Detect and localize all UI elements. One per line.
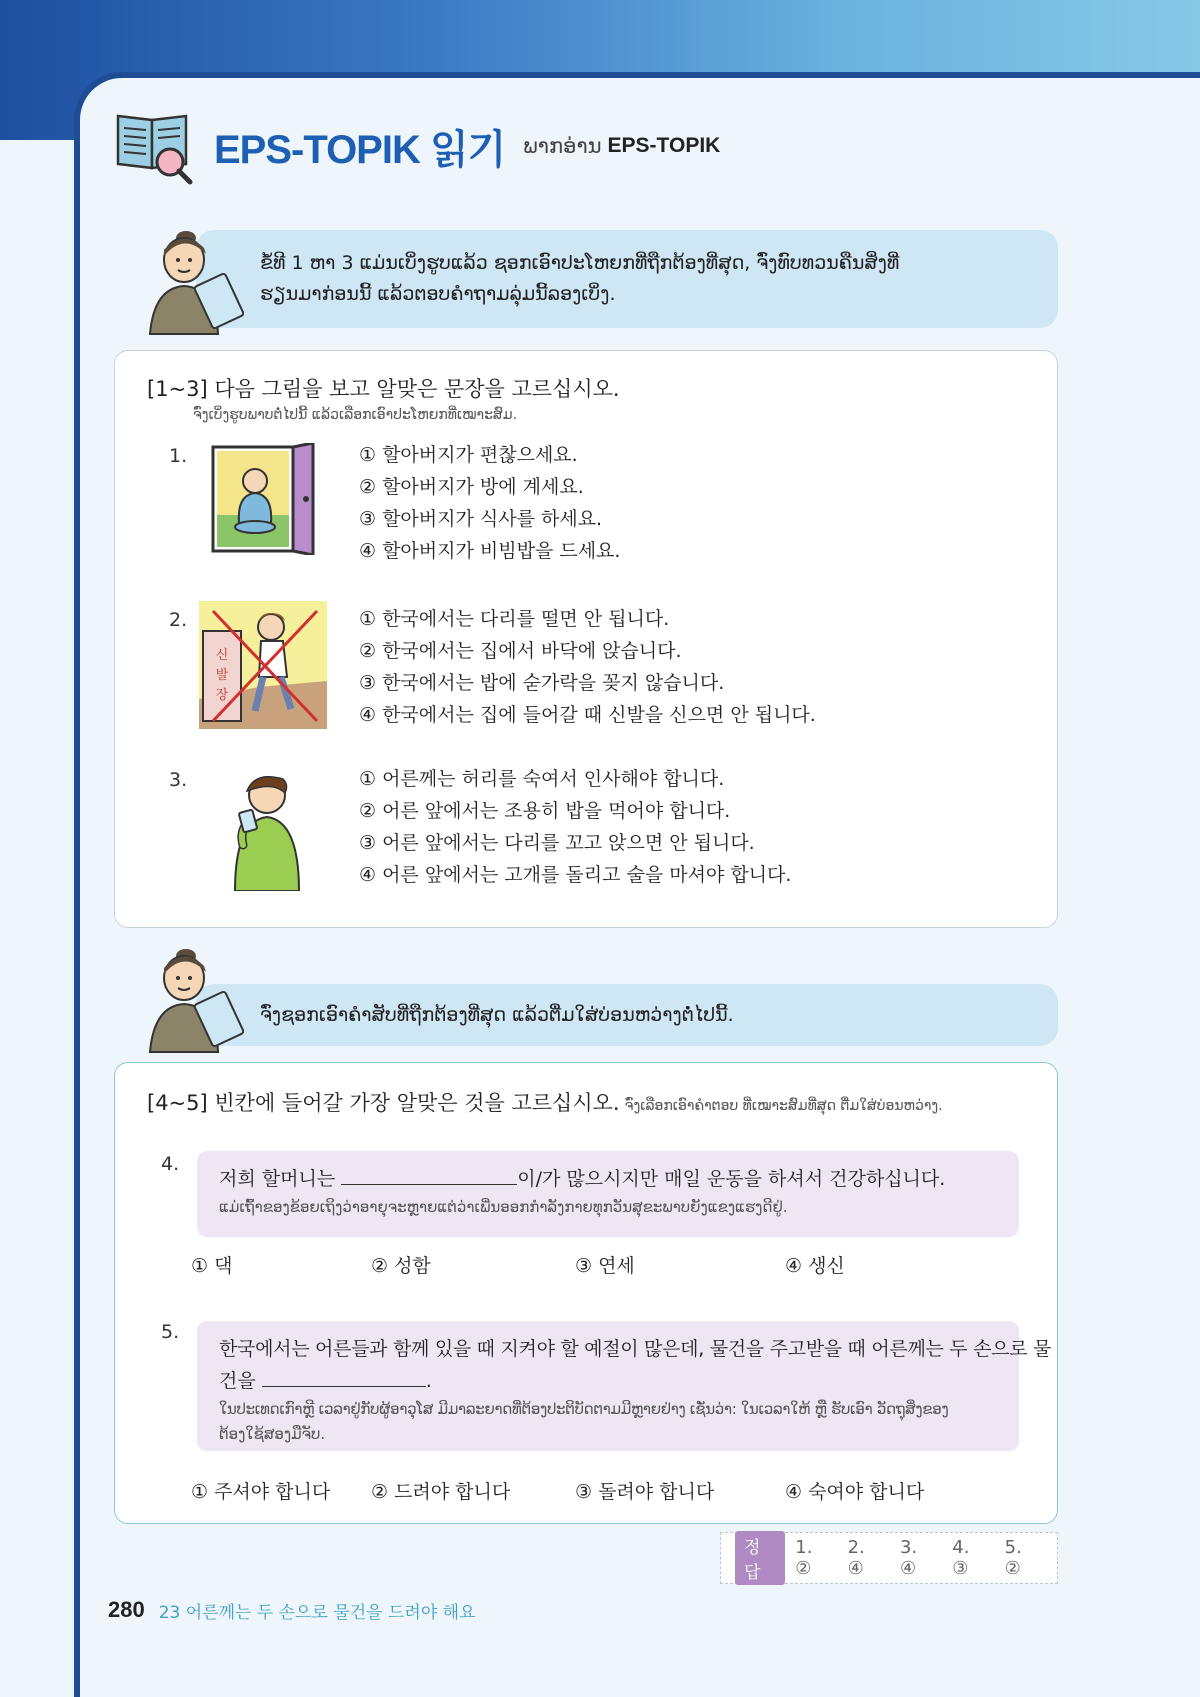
- question-5-option-1[interactable]: ① 주셔야 합니다: [191, 1481, 331, 1503]
- question-2-number: 2.: [169, 609, 188, 631]
- question-5-options: [191, 1477, 991, 1507]
- section-2-card: [114, 1062, 1058, 1524]
- teacher-character-icon: [144, 226, 244, 336]
- question-5-sentence-line-2: 건을 .: [219, 1365, 997, 1397]
- question-4-options: [191, 1251, 991, 1281]
- question-1-choice-1[interactable]: ① 할아버지가 편찮으세요.: [359, 444, 578, 466]
- question-4-sentence: 저희 할머니는 이/가 많으시지만 매일 운동을 하셔서 건강하십니다.: [219, 1163, 997, 1195]
- question-4-option-2[interactable]: ② 성함: [371, 1255, 431, 1277]
- title-korean: EPS-TOPIK 읽기: [214, 127, 506, 172]
- svg-text:장: 장: [215, 688, 229, 703]
- question-5-box: [197, 1321, 1052, 1451]
- svg-text:발: 발: [215, 668, 229, 683]
- shoe-cabinet-sign: 신: [215, 648, 229, 663]
- question-3-number: 3.: [169, 769, 188, 791]
- chapter-title: 23 어른께는 두 손으로 물건을 드려야 해요: [158, 1602, 476, 1623]
- question-4-lao: ແມ່ເຖົ້າຂອງຂ້ອຍເຖິງວ່າອາຍຸຈະຫຼາຍແຕ່ວ່າເພີ່ນອອກກຳລັງກາຍທຸກວັນສຸຂະພາບຍັງແຂງແຮງດີຢູ່.: [219, 1198, 788, 1216]
- question-5-option-3[interactable]: ③ 돌려야 합니다: [575, 1481, 715, 1503]
- grandfather-in-room-image: [211, 443, 315, 555]
- page-footer: [108, 1597, 476, 1623]
- answer-1: 1. ②: [795, 1537, 813, 1579]
- question-4-option-1[interactable]: ① 댁: [191, 1255, 233, 1277]
- question-5-lao-line-1: ໃນປະເທດເກົາຫຼີ ເວລາຢູ່ກັບຜູ້ອາວຸໂສ ມີມາລະຍາດທີ່ຕ້ອງປະຕິບັດຕາມມີຫຼາຍຢ່າງ ເຊັ່ນວ່າ: ໃນເວລາໃຫ້ ຫຼື ຮັບເອົາ ວັດຖຸສິ່ງຂອງ: [219, 1400, 949, 1418]
- question-5-number: 5.: [161, 1321, 180, 1343]
- intro-line-1: ຂໍ້ທີ 1 ຫາ 3 ແມ່ນເບິ່ງຮູບແລ້ວ ຊອກເອົາປະໂຫຍກທີ່ຖືກຕ້ອງທີ່ສຸດ, ຈົ່ງທົບທວນຄືນສິ່ງທີ່: [260, 252, 900, 274]
- question-3-choice-1[interactable]: ① 어른께는 허리를 숙여서 인사해야 합니다.: [359, 768, 725, 790]
- answer-key: [720, 1532, 1058, 1584]
- shoes-indoors-image: [199, 601, 327, 729]
- intro-line-2: ຮຽນມາກ່ອນນີ້ ແລ້ວຕອບຄຳຖາມລຸ່ມນີ້ລອງເບິ່ງ.: [260, 283, 616, 305]
- answer-key-label: 정답: [735, 1531, 785, 1585]
- question-2-choice-2[interactable]: ② 한국에서는 집에서 바닥에 앉습니다.: [359, 640, 682, 662]
- question-4-blank: [341, 1165, 517, 1185]
- mid-bubble-text: ຈົ່ງຊອກເອົາຄຳສັບທີ່ຖືກຕ້ອງທີ່ສຸດ ແລ້ວຕື່ມໃສ່ບ່ອນຫວ່າງຕໍ່ໄປນີ້.: [260, 1004, 734, 1026]
- section-1-instruction-lao: ຈົ່ງເບິ່ງຮູບພາບຕໍ່ໄປນີ້ ແລ້ວເລືອກເອົາປະໂຫຍກທີ່ເໝາະສົມ.: [193, 407, 518, 423]
- question-5-option-4[interactable]: ④ 숙여야 합니다: [785, 1481, 925, 1503]
- question-2-choice-3[interactable]: ③ 한국에서는 밥에 숟가락을 꽂지 않습니다.: [359, 672, 725, 694]
- teacher-character-icon: [144, 944, 244, 1054]
- question-1-choices: [359, 439, 620, 567]
- page-number: 280: [108, 1597, 145, 1622]
- question-1-choice-2[interactable]: ② 할아버지가 방에 계세요.: [359, 476, 584, 498]
- section-1-card: [114, 350, 1058, 928]
- title-lao-eps: EPS-TOPIK: [607, 134, 721, 157]
- question-5-blank: [262, 1367, 426, 1387]
- question-4-box: [197, 1151, 1019, 1237]
- question-1-choice-4[interactable]: ④ 할아버지가 비빔밥을 드세요.: [359, 540, 621, 562]
- section-1-instruction: [1~3] 다음 그림을 보고 알맞은 문장을 고르십시오.: [147, 377, 620, 401]
- question-5-option-2[interactable]: ② 드려야 합니다: [371, 1481, 511, 1503]
- answer-5: 5. ②: [1004, 1537, 1022, 1579]
- question-3-choice-2[interactable]: ② 어른 앞에서는 조용히 밥을 먹어야 합니다.: [359, 800, 731, 822]
- question-2-choice-1[interactable]: ① 한국에서는 다리를 떨면 안 됩니다.: [359, 608, 670, 630]
- question-4-option-3[interactable]: ③ 연세: [575, 1255, 635, 1277]
- question-2-choice-4[interactable]: ④ 한국에서는 집에 들어갈 때 신발을 신으면 안 됩니다.: [359, 704, 816, 726]
- mid-speech-bubble: [196, 984, 1058, 1046]
- question-5-sentence-line-1: 한국에서는 어른들과 함께 있을 때 지켜야 할 예절이 많은데, 물건을 주고받을 때 어른께는 두 손으로 물: [219, 1338, 1052, 1360]
- question-3-choices: [359, 763, 791, 891]
- section-2-instruction-row: [147, 1087, 943, 1117]
- answer-2: 2. ④: [847, 1537, 865, 1579]
- book-magnifier-icon: [114, 106, 194, 186]
- man-drinking-image: [217, 771, 317, 891]
- question-4-option-4[interactable]: ④ 생신: [785, 1255, 845, 1277]
- section-title: [114, 106, 720, 186]
- section-2-instruction: [4~5] 빈칸에 들어갈 가장 알맞은 것을 고르십시오.: [147, 1091, 620, 1115]
- question-1-choice-3[interactable]: ③ 할아버지가 식사를 하세요.: [359, 508, 603, 530]
- question-4-number: 4.: [161, 1153, 180, 1175]
- intro-speech-bubble: [196, 230, 1058, 328]
- question-5-lao-line-2: ຕ້ອງໃຊ້ສອງມືຈັບ.: [219, 1425, 326, 1443]
- question-2-choices: [359, 603, 816, 731]
- title-lao: ພາກອ່ານ: [523, 134, 602, 158]
- question-3-choice-3[interactable]: ③ 어른 앞에서는 다리를 꼬고 앉으면 안 됩니다.: [359, 832, 755, 854]
- answer-4: 4. ③: [952, 1537, 970, 1579]
- answer-3: 3. ④: [899, 1537, 918, 1579]
- question-1-number: 1.: [169, 445, 188, 467]
- section-2-instruction-lao: ຈົ່ງເລືອກເອົາຄຳຕອບ ທີ່ເໝາະສົມທີ່ສຸດ ຕື່ມໃສ່ບ່ອນຫວ່າງ.: [624, 1098, 943, 1114]
- question-3-choice-4[interactable]: ④ 어른 앞에서는 고개를 돌리고 술을 마셔야 합니다.: [359, 864, 792, 886]
